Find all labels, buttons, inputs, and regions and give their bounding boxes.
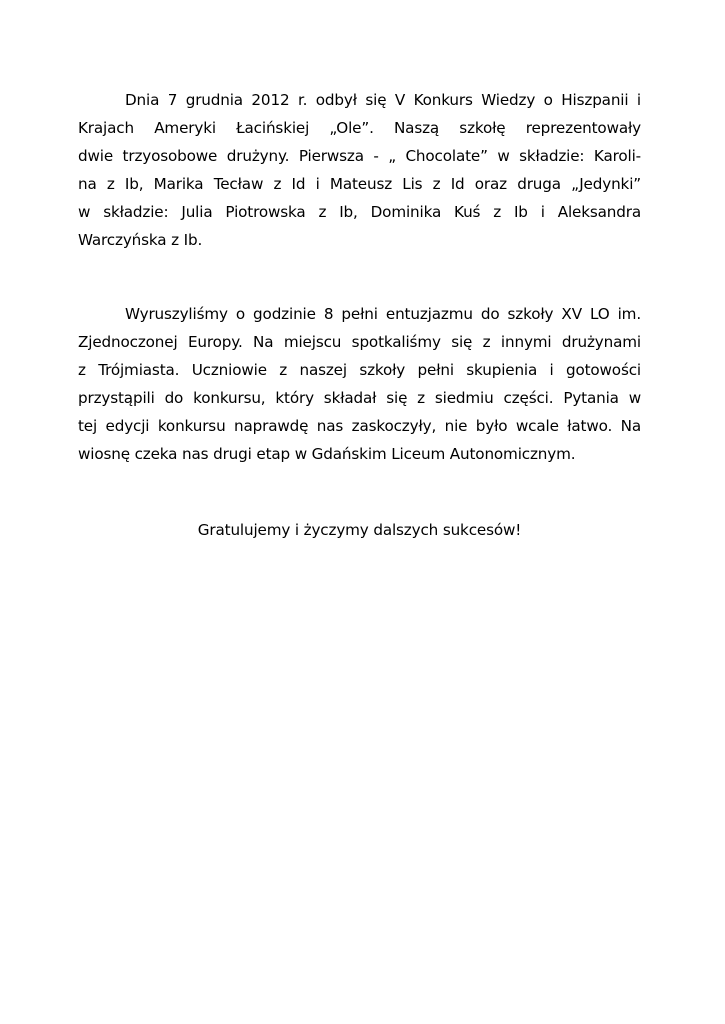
text-line: dwie trzyosobowe drużyny. Pierwsza - „ Chocolate” w składzie: Karoli- xyxy=(78,147,641,165)
paragraph-competition-report xyxy=(78,86,641,254)
text-line: z Trójmiasta. Uczniowie z naszej szkoły pełni skupienia i gotowości xyxy=(78,361,641,379)
text-line: przystąpili do konkursu, który składał się z siedmiu części. Pytania w xyxy=(78,389,641,407)
text-line: Zjednoczonej Europy. Na miejscu spotkaliśmy się z innymi drużynami xyxy=(78,333,641,351)
closing-congratulations: Gratulujemy i życzymy dalszych sukcesów! xyxy=(197,521,522,539)
text-line: tej edycji konkursu naprawdę nas zaskoczyły, nie było wcale łatwo. Na xyxy=(78,417,641,435)
paragraph-trip-description xyxy=(78,300,641,468)
text-line: wiosnę czeka nas drugi etap w Gdańskim Liceum Autonomicznym. xyxy=(78,445,576,463)
text-line: Krajach Ameryki Łacińskiej „Ole”. Naszą szkołę reprezentowały xyxy=(78,119,641,137)
text-line: na z Ib, Marika Tecław z Id i Mateusz Lis z Id oraz druga „Jedynki” xyxy=(78,175,641,193)
text-line: Warczyńska z Ib. xyxy=(78,231,203,249)
text-line: w składzie: Julia Piotrowska z Ib, Dominika Kuś z Ib i Aleksandra xyxy=(78,203,641,221)
text-line: Dnia 7 grudnia 2012 r. odbył się V Konkurs Wiedzy o Hiszpanii i xyxy=(125,91,641,109)
text-line: Wyruszyliśmy o godzinie 8 pełni entuzjazmu do szkoły XV LO im. xyxy=(125,305,641,323)
